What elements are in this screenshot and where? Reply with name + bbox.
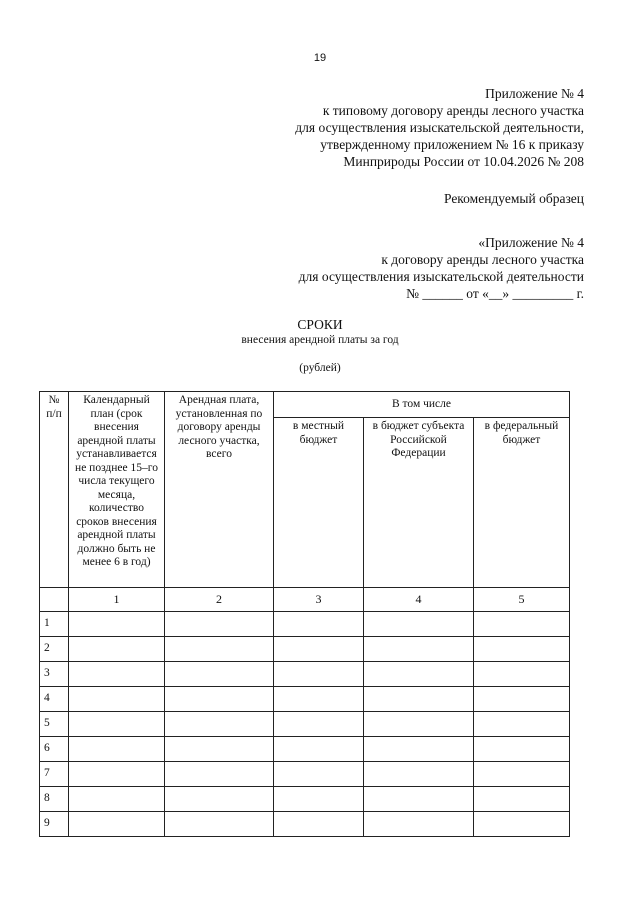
appendix-header-line: Приложение № 4 [485,86,584,101]
contract-appendix-line: к договору аренды лесного участка [381,252,584,267]
table-row [40,762,570,787]
row-number: 6 [40,737,69,762]
table-cell [69,812,165,837]
table-cell [364,712,474,737]
table-cell [165,737,274,762]
table-cell [165,812,274,837]
table-cell [364,687,474,712]
table-row [40,787,570,812]
row-number: 9 [40,812,69,837]
table-cell [474,787,570,812]
row-number: 3 [40,662,69,687]
header-num: № п/п [40,392,69,588]
table-cell [274,687,364,712]
header-rent-total: Арендная плата, установленная по договору аренды лесного участка, всего [165,392,274,588]
table-cell [274,712,364,737]
table-cell [364,637,474,662]
table-cell [274,812,364,837]
table-cell [165,612,274,637]
header-calendar-plan: Календарный план (срок внесения арендной платы устанавливается не позднее 15–го числа текущего месяца, количество сроков внесения арендной платы должно быть не менее 6 в год) [69,392,165,588]
row-number: 7 [40,762,69,787]
column-number: 1 [69,588,165,612]
appendix-header [295,85,584,170]
header-federal-budget: в федеральный бюджет [474,418,570,588]
header-including: В том числе [274,392,570,418]
table-row [40,687,570,712]
table-cell [69,637,165,662]
table-cell [364,812,474,837]
column-number: 5 [474,588,570,612]
payment-schedule-table [39,391,570,837]
row-number: 8 [40,787,69,812]
table-cell [364,662,474,687]
units-label: (рублей) [299,362,341,374]
table-cell [274,612,364,637]
table-cell [69,612,165,637]
table-header-row [40,392,570,418]
table-cell [474,637,570,662]
table-row [40,737,570,762]
table-cell [165,637,274,662]
header-subject-budget: в бюджет субъекта Российской Федерации [364,418,474,588]
table-cell [364,762,474,787]
appendix-header-line: к типовому договору аренды лесного участка [322,103,584,118]
appendix-header-line: утвержденному приложением № 16 к приказу [320,137,584,152]
contract-appendix-line: «Приложение № 4 [478,235,584,250]
contract-appendix-line: для осуществления изыскательской деятельности [298,269,584,284]
document-subtitle: внесения арендной платы за год [241,334,399,346]
table-cell [165,687,274,712]
appendix-header-line: Минприроды России от 10.04.2026 № 208 [343,154,584,169]
column-number: 2 [165,588,274,612]
table-cell [474,712,570,737]
row-number: 1 [40,612,69,637]
recommended-sample: Рекомендуемый образец [443,191,584,206]
table-cell [274,787,364,812]
table-cell [165,712,274,737]
column-number-row [40,588,570,612]
appendix-header-line: для осуществления изыскательской деятельности, [295,120,584,135]
table-cell [165,762,274,787]
table-cell [364,737,474,762]
table-cell [69,737,165,762]
table-cell [364,787,474,812]
table-cell [474,662,570,687]
table-cell [69,712,165,737]
table-cell [40,588,69,612]
header-local-budget: в местный бюджет [274,418,364,588]
table-row [40,612,570,637]
table-cell [274,662,364,687]
table-cell [69,787,165,812]
table-cell [474,687,570,712]
table-row [40,712,570,737]
table-row [40,812,570,837]
table-cell [165,787,274,812]
table-cell [69,687,165,712]
column-number: 3 [274,588,364,612]
table-cell [474,737,570,762]
table-row [40,662,570,687]
contract-appendix [299,234,584,302]
table-cell [474,612,570,637]
table-cell [165,662,274,687]
document-title: СРОКИ [297,317,343,332]
row-number: 4 [40,687,69,712]
column-number: 4 [364,588,474,612]
table-cell [274,737,364,762]
table-row [40,637,570,662]
table-cell [274,637,364,662]
page-number: 19 [313,52,327,64]
table-cell [69,762,165,787]
contract-appendix-line: № ______ от «__» _________ г. [406,286,584,301]
row-number: 2 [40,637,69,662]
table-cell [474,762,570,787]
table-cell [364,612,474,637]
table-cell [474,812,570,837]
table-cell [69,662,165,687]
table-cell [274,762,364,787]
row-number: 5 [40,712,69,737]
